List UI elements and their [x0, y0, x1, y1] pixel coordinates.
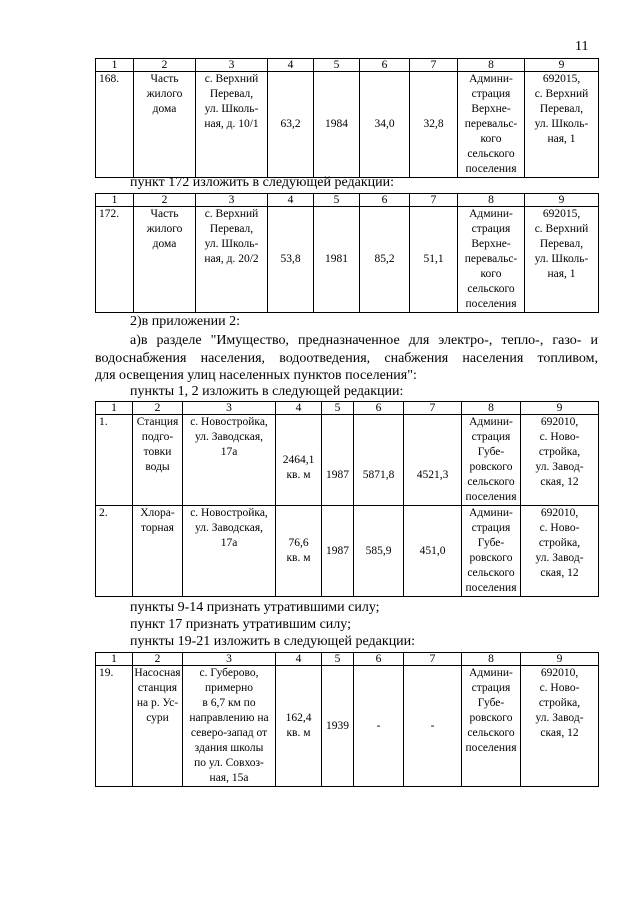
table-cell: Часть жилого дома	[134, 207, 196, 313]
table-cell: 692010, с. Ново- стройка, ул. Завод- ская, 12	[521, 506, 599, 597]
paragraph-items-9-14: пункты 9-14 признать утратившими силу;	[130, 600, 380, 615]
table-cell: 5871,8	[354, 415, 404, 506]
table-cell: 2464,1 кв. м	[276, 415, 322, 506]
table-cell: Админи- страция Губе- ровского сельского поселения	[462, 415, 521, 506]
header-row	[96, 194, 599, 207]
table-items-1-2	[95, 401, 598, 597]
header-cell: 9	[525, 59, 599, 72]
table-cell: 1939	[322, 666, 354, 787]
table-cell: 19.	[96, 666, 133, 787]
header-cell: 7	[404, 653, 462, 666]
table-cell: -	[354, 666, 404, 787]
header-cell: 7	[410, 194, 458, 207]
header-cell: 7	[404, 402, 462, 415]
table-cell: 692010, с. Ново- стройка, ул. Завод- ская, 12	[521, 415, 599, 506]
header-cell: 2	[134, 194, 196, 207]
header-cell: 8	[458, 194, 525, 207]
header-cell: 4	[268, 59, 314, 72]
table-cell: 4521,3	[404, 415, 462, 506]
table-cell: с. Верхний Перевал, ул. Школь- ная, д. 10/1	[196, 72, 268, 178]
table-cell: 1.	[96, 415, 133, 506]
header-cell: 2	[133, 402, 183, 415]
header-cell: 4	[276, 653, 322, 666]
table-body	[96, 415, 599, 597]
section-a-line-1: а)в разделе "Имущество, предназначенное для электро-, тепло-, газо- и	[130, 333, 598, 348]
table-row	[96, 415, 599, 506]
table-cell: 162,4 кв. м	[276, 666, 322, 787]
table-cell: Насосная станция на р. Ус- сури	[133, 666, 183, 787]
header-cell: 3	[183, 653, 276, 666]
table-header	[96, 653, 599, 666]
header-cell: 3	[196, 59, 268, 72]
table-cell: 692010, с. Ново- стройка, ул. Завод- ская, 12	[521, 666, 599, 787]
table-row	[96, 72, 599, 178]
table-header	[96, 194, 599, 207]
table-cell: 63,2	[268, 72, 314, 178]
header-cell: 6	[360, 59, 410, 72]
header-cell: 1	[96, 653, 133, 666]
header-cell: 6	[354, 402, 404, 415]
table-cell: Админи- страция Губе- ровского сельского поселения	[462, 666, 521, 787]
header-cell: 9	[521, 653, 599, 666]
table-cell: 585,9	[354, 506, 404, 597]
table-row	[96, 666, 599, 787]
table-header	[96, 59, 599, 72]
table-cell: 51,1	[410, 207, 458, 313]
header-row	[96, 59, 599, 72]
table-cell: 76,6 кв. м	[276, 506, 322, 597]
table-body	[96, 72, 599, 178]
header-cell: 8	[458, 59, 525, 72]
header-cell: 4	[276, 402, 322, 415]
header-cell: 1	[96, 194, 134, 207]
table-cell: 53,8	[268, 207, 314, 313]
table-cell: 172.	[96, 207, 134, 313]
header-cell: 5	[314, 194, 360, 207]
paragraph-appendix-2: 2)в приложении 2:	[130, 314, 240, 329]
table-cell: с. Новостройка, ул. Заводская, 17а	[183, 415, 276, 506]
table-item-19	[95, 652, 598, 787]
table-cell: Админи- страция Верхне- перевальс- кого сельского поселения	[458, 72, 525, 178]
header-cell: 9	[521, 402, 599, 415]
table-cell: Часть жилого дома	[134, 72, 196, 178]
table-body	[96, 666, 599, 787]
table-cell: 451,0	[404, 506, 462, 597]
table-cell: 34,0	[360, 72, 410, 178]
header-cell: 5	[314, 59, 360, 72]
table-cell: -	[404, 666, 462, 787]
section-a-line-2: водоснабжения населения, водоотведения, снабжения населения топливом,	[95, 351, 598, 366]
header-cell: 1	[96, 59, 134, 72]
header-cell: 5	[322, 653, 354, 666]
table-cell: 32,8	[410, 72, 458, 178]
header-cell: 7	[410, 59, 458, 72]
header-cell: 6	[360, 194, 410, 207]
table-cell: 2.	[96, 506, 133, 597]
header-cell: 6	[354, 653, 404, 666]
section-a-line-3: для освещения улиц населенных пунктов поселения":	[95, 368, 417, 383]
table-172	[95, 193, 598, 313]
header-cell: 8	[462, 402, 521, 415]
table-cell: Админи- страция Верхне- перевальс- кого сельского поселения	[458, 207, 525, 313]
table-cell: Админи- страция Губе- ровского сельского поселения	[462, 506, 521, 597]
table-cell: 1984	[314, 72, 360, 178]
page-number: 11	[575, 39, 589, 54]
header-cell: 1	[96, 402, 133, 415]
header-row	[96, 402, 599, 415]
table-row	[96, 506, 599, 597]
header-cell: 8	[462, 653, 521, 666]
table-cell: с. Верхний Перевал, ул. Школь- ная, д. 20/2	[196, 207, 268, 313]
table-body	[96, 207, 599, 313]
table-cell: 1981	[314, 207, 360, 313]
header-cell: 5	[322, 402, 354, 415]
table-cell: 168.	[96, 72, 134, 178]
table-cell: с. Новостройка, ул. Заводская, 17а	[183, 506, 276, 597]
table-cell: 1987	[322, 506, 354, 597]
table-168	[95, 58, 598, 178]
table-cell: 1987	[322, 415, 354, 506]
header-cell: 2	[134, 59, 196, 72]
table-cell: 692015, с. Верхний Перевал, ул. Школь- ная, 1	[525, 207, 599, 313]
header-cell: 3	[196, 194, 268, 207]
header-cell: 3	[183, 402, 276, 415]
table-cell: Станция подго- товки воды	[133, 415, 183, 506]
table-header	[96, 402, 599, 415]
paragraph-items-19-21: пункты 19-21 изложить в следующей редакции:	[130, 634, 416, 649]
table-cell: Хлора- торная	[133, 506, 183, 597]
table-cell: с. Губерово, примерно в 6,7 км по направлению на северо-запад от здания школы по ул. Совхоз- ная, 15а	[183, 666, 276, 787]
header-cell: 2	[133, 653, 183, 666]
paragraph-items-1-2: пункты 1, 2 изложить в следующей редакции:	[130, 384, 404, 399]
table-cell: 692015, с. Верхний Перевал, ул. Школь- ная, 1	[525, 72, 599, 178]
paragraph-172: пункт 172 изложить в следующей редакции:	[130, 175, 394, 190]
table-cell: 85,2	[360, 207, 410, 313]
header-cell: 9	[525, 194, 599, 207]
header-row	[96, 653, 599, 666]
paragraph-item-17: пункт 17 признать утратившим силу;	[130, 617, 351, 632]
table-row	[96, 207, 599, 313]
header-cell: 4	[268, 194, 314, 207]
